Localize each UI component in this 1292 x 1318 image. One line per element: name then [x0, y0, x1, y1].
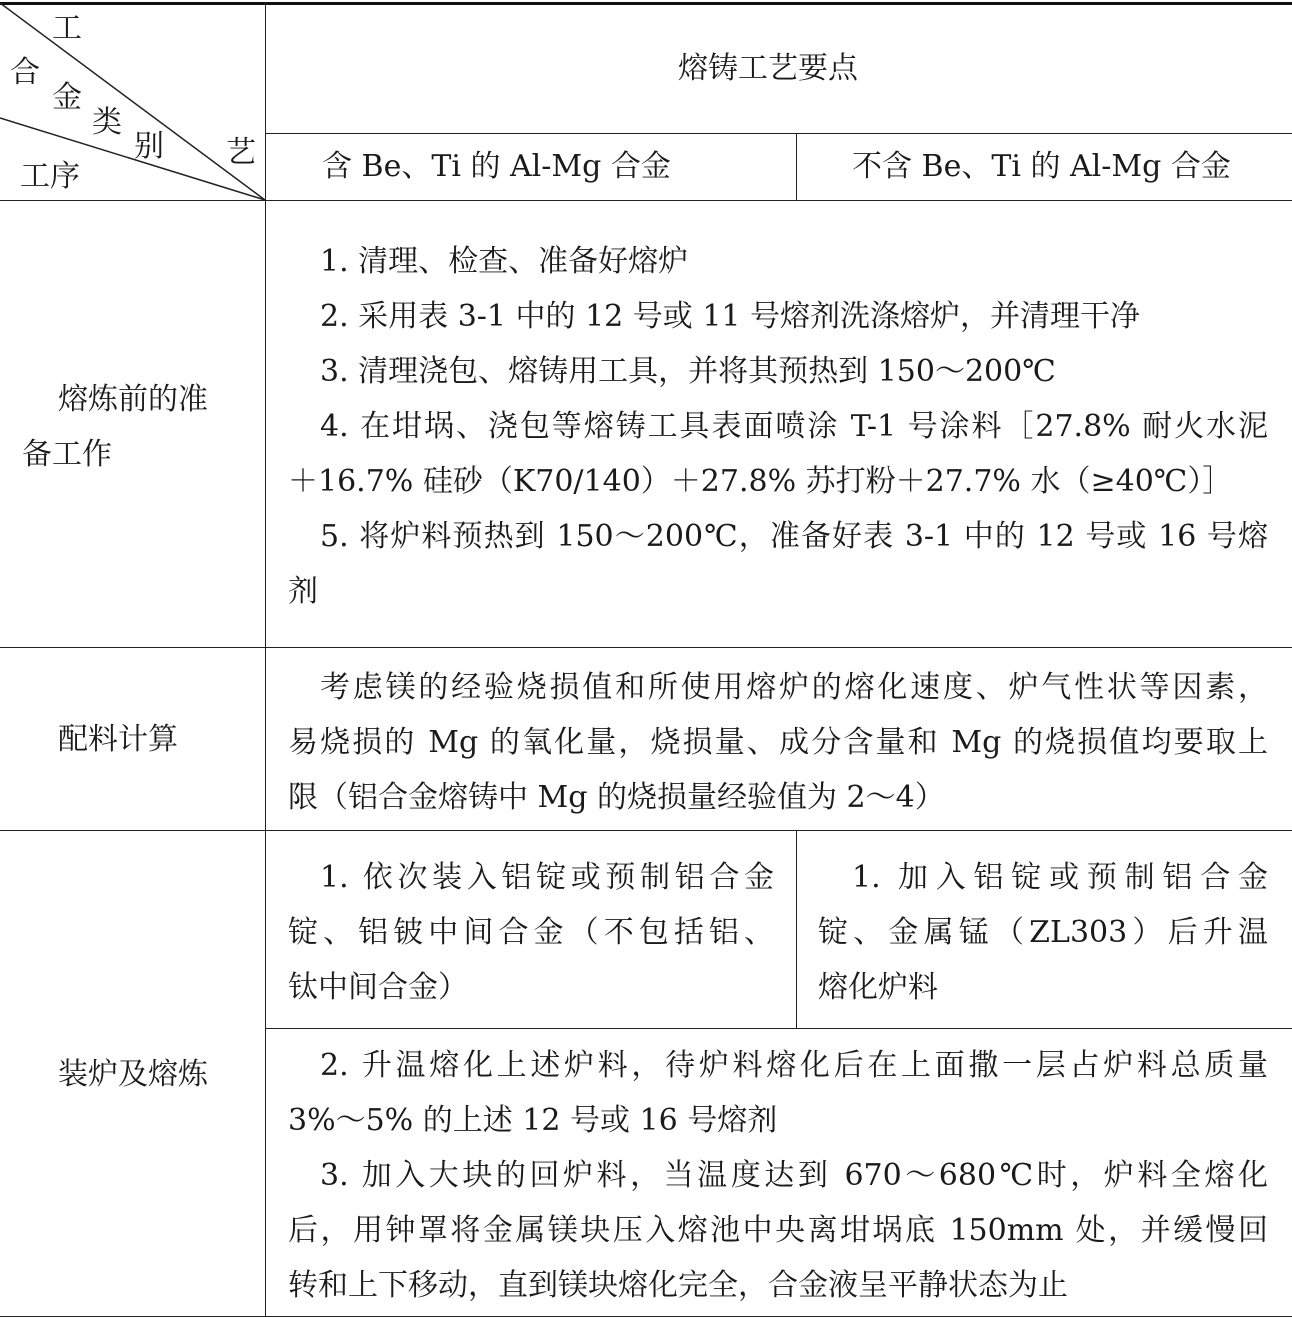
preparation-step-4-line2: ＋16.7% 硅砂（K70/140）＋27.8% 苏打粉＋27.7% 水（≥40℃）］: [288, 464, 1233, 499]
melting-step-3-line3: 转和上下移动，直到镁块熔化完全，合金液呈平静状态为止: [288, 1268, 1068, 1303]
corner-label-process: 工序: [20, 159, 80, 194]
melting-step-3-line1: 3. 加入大块的回炉料，当温度达到 670～680℃时，炉料全熔化: [320, 1158, 1268, 1193]
corner-char-jin: 金: [52, 80, 82, 115]
preparation-step-4-line1: 4. 在坩埚、浇包等熔铸工具表面喷涂 T-1 号涂料［27.8% 耐火水泥: [320, 409, 1268, 444]
melting-step-2-line1: 2. 升温熔化上述炉料，待炉料熔化后在上面撒一层占炉料总质量: [320, 1048, 1268, 1083]
corner-char-lei: 类: [92, 105, 122, 140]
without-be-ti-step-1-line1: 1. 加入铝锭或预制铝合金: [852, 860, 1268, 895]
preparation-step-1: 1. 清理、检查、准备好熔炉: [320, 244, 689, 279]
row-label-charge-calculation: 配料计算: [58, 722, 178, 757]
without-be-ti-step-1-line2: 锭、金属锰（ZL303）后升温: [818, 915, 1268, 950]
charge-calculation-line2: 易烧损的 Mg 的氧化量，烧损量、成分含量和 Mg 的烧损值均要取上: [288, 725, 1268, 760]
melting-step-3-line2: 后，用钟罩将金属镁块压入熔池中央离坩埚底 150mm 处，并缓慢回: [288, 1213, 1268, 1248]
without-be-ti-step-1-line3: 熔化炉料: [818, 970, 938, 1005]
with-be-ti-step-1-line1: 1. 依次装入铝锭或预制铝合金: [320, 860, 774, 895]
header-title: 熔铸工艺要点: [678, 51, 858, 86]
preparation-step-3: 3. 清理浇包、熔铸用工具，并将其预热到 150～200℃: [320, 354, 1056, 389]
row3-subrow-divider: [266, 1028, 1292, 1029]
column-divider-row3: [796, 830, 797, 1028]
preparation-step-5-line1: 5. 将炉料预热到 150～200℃，准备好表 3-1 中的 12 号或 16 号熔: [320, 519, 1268, 554]
corner-char-yi: 艺: [226, 135, 256, 170]
preparation-step-2: 2. 采用表 3-1 中的 12 号或 11 号熔剂洗涤熔炉，并清理干净: [320, 299, 1141, 334]
row-label-preparation-line1: 熔炼前的准: [58, 382, 208, 417]
row-label-preparation-line2: 备工作: [22, 437, 112, 472]
with-be-ti-step-1-line2: 锭、铝铍中间合金（不包括铝、: [288, 915, 774, 950]
charge-calculation-line1: 考虑镁的经验烧损值和所使用熔炉的熔化速度、炉气性状等因素，: [320, 670, 1268, 705]
header-row-divider: [266, 133, 1292, 134]
row-label-charging-melting: 装炉及熔炼: [58, 1057, 208, 1092]
row1-bottom-border: [0, 647, 1292, 648]
header-column-with-be-ti: 含 Be、Ti 的 Al-Mg 合金: [322, 149, 671, 184]
row2-bottom-border: [0, 830, 1292, 831]
corner-char-he: 合: [10, 55, 40, 90]
corner-char-gong: 工: [52, 11, 82, 46]
column-divider-header: [796, 133, 797, 200]
with-be-ti-step-1-line3: 钛中间合金）: [288, 970, 468, 1005]
header-column-without-be-ti: 不含 Be、Ti 的 Al-Mg 合金: [852, 149, 1231, 184]
charge-calculation-line3: 限（铝合金熔铸中 Mg 的烧损量经验值为 2～4）: [288, 780, 945, 815]
melting-step-2-line2: 3%～5% 的上述 12 号或 16 号熔剂: [288, 1103, 778, 1138]
corner-char-bie: 别: [134, 129, 164, 164]
preparation-step-5-line2: 剂: [288, 574, 318, 609]
table-bottom-border: [0, 1316, 1292, 1317]
